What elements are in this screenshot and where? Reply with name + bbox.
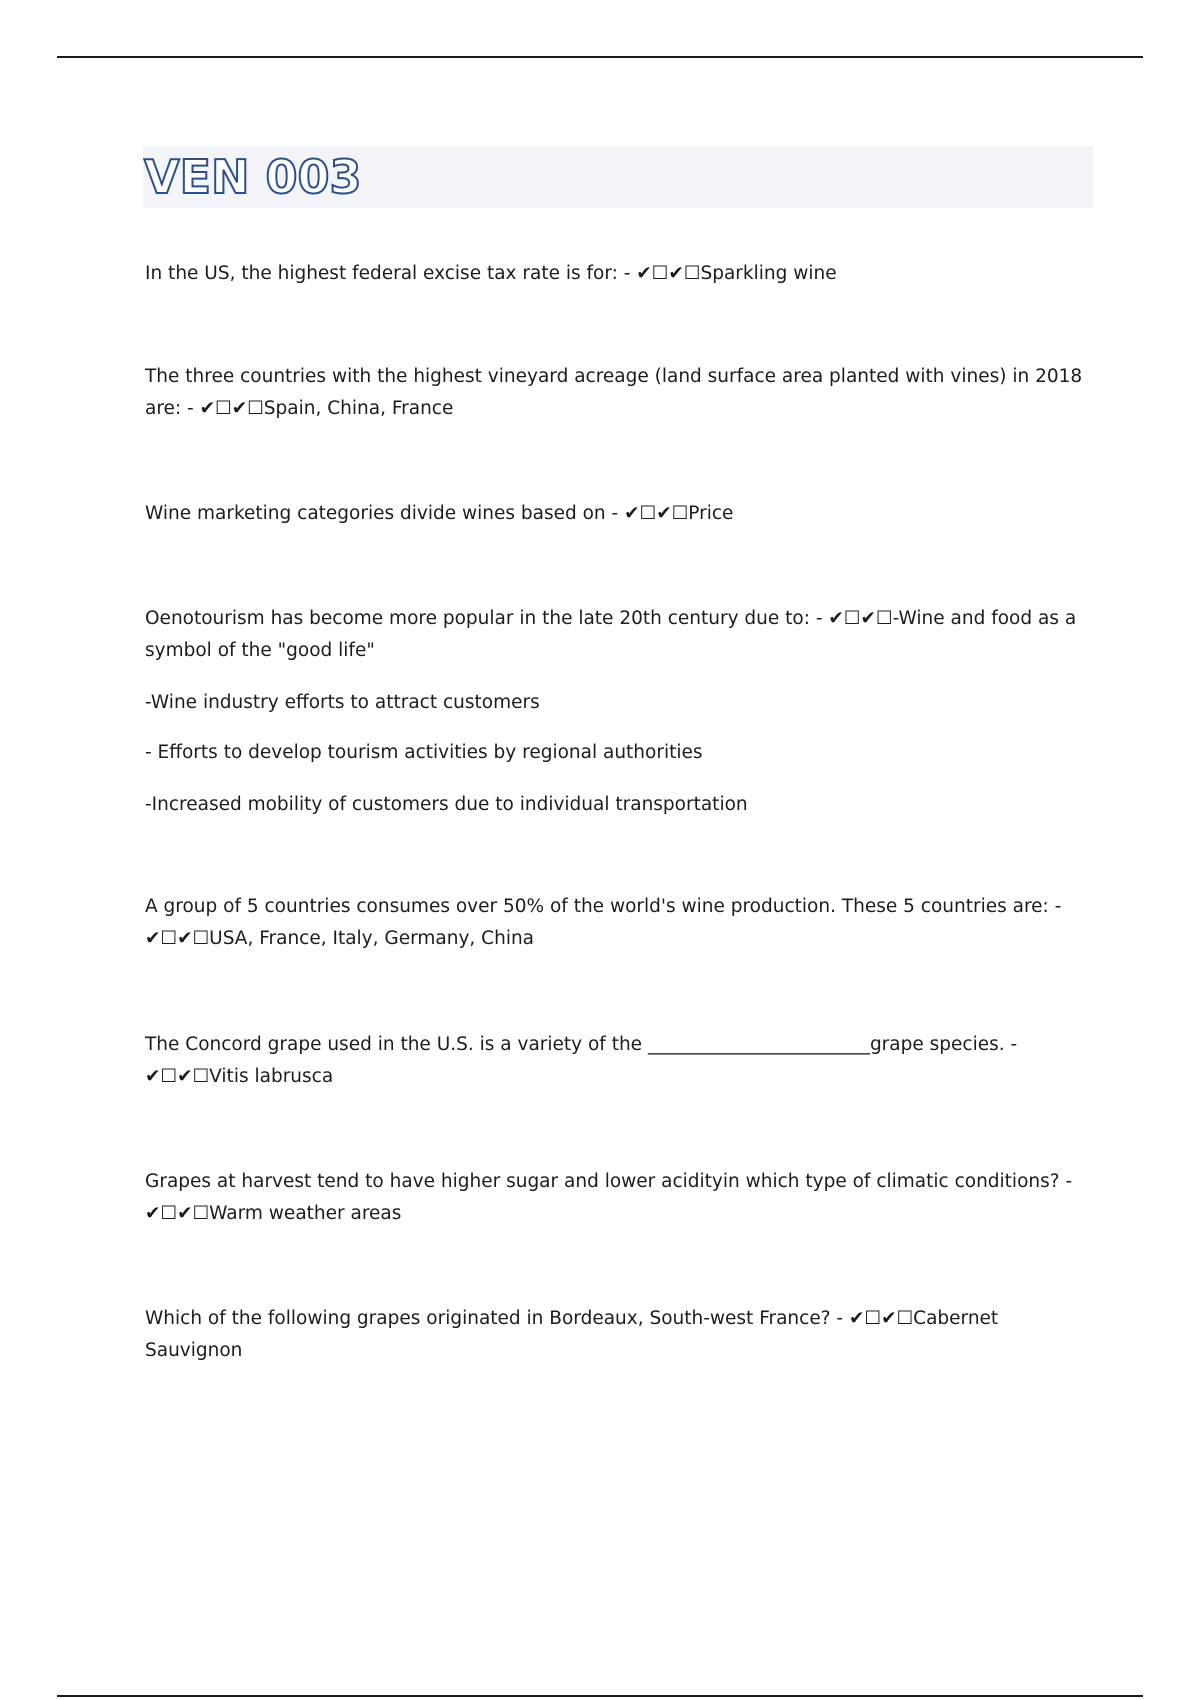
question-text: Grapes at harvest tend to have higher sugar and lower acidityin which type of climatic conditions? - [145, 1171, 1073, 1192]
qa-text [145, 603, 1095, 667]
document-title: VEN 003 [144, 150, 362, 204]
bottom-rule [57, 1695, 1143, 1697]
question-text: Oenotourism has become more popular in the late 20th century due to: - [145, 608, 823, 629]
qa-text [145, 1303, 1095, 1367]
qa-text [145, 1166, 1095, 1230]
question-text: Which of the following grapes originated in Bordeaux, South-west France? - [145, 1308, 844, 1329]
qa-text [145, 1029, 1095, 1093]
qa-item-2 [145, 361, 1095, 425]
qa-text [145, 258, 1095, 290]
answer-text: -Wine and food as a symbol of the "good life" [145, 608, 1077, 661]
checkmark-icon: ✔☐✔☐ [828, 608, 893, 629]
answer-text: Cabernet Sauvignon [145, 1308, 999, 1361]
answer-text: Vitis labrusca [209, 1066, 334, 1087]
qa-item-4 [145, 603, 1095, 821]
question-text: The Concord grape used in the U.S. is a variety of the ________________________grape species. - [145, 1034, 1018, 1055]
checkmark-icon: ✔☐✔☐ [145, 928, 210, 949]
question-text: In the US, the highest federal excise tax rate is for: - [145, 263, 631, 284]
question-text: The three countries with the highest vineyard acreage (land surface area planted with vines) in 2018 are: - [145, 366, 1083, 419]
answer-line: - Efforts to develop tourism activities by regional authorities [145, 742, 703, 763]
qa-item-8 [145, 1303, 1095, 1367]
qa-item-1 [145, 258, 1095, 290]
answer-text: USA, France, Italy, Germany, China [209, 928, 535, 949]
qa-text [145, 498, 1095, 530]
checkmark-icon: ✔☐✔☐ [199, 398, 264, 419]
checkmark-icon: ✔☐✔☐ [848, 1308, 914, 1329]
qa-item-5 [145, 891, 1095, 955]
checkmark-icon: ✔☐✔☐ [636, 263, 701, 284]
qa-item-3 [145, 498, 1095, 530]
answer-text: Price [688, 503, 734, 524]
top-rule [57, 56, 1143, 58]
answer-text: Warm weather areas [209, 1203, 402, 1224]
answer-text: Sparkling wine [700, 263, 837, 284]
checkmark-icon: ✔☐✔☐ [145, 1203, 210, 1224]
question-text: Wine marketing categories divide wines based on - [145, 503, 619, 524]
answer-text: Spain, China, France [263, 398, 454, 419]
answer-line: -Wine industry efforts to attract customers [145, 692, 540, 713]
qa-item-6 [145, 1029, 1095, 1093]
qa-item-7 [145, 1166, 1095, 1230]
question-text: A group of 5 countries consumes over 50% of the world's wine production. These 5 countries are: - [145, 896, 1062, 917]
answer-line: -Increased mobility of customers due to individual transportation [145, 794, 748, 815]
qa-text [145, 891, 1095, 955]
qa-text [145, 361, 1095, 425]
checkmark-icon: ✔☐✔☐ [624, 503, 689, 524]
checkmark-icon: ✔☐✔☐ [145, 1066, 210, 1087]
